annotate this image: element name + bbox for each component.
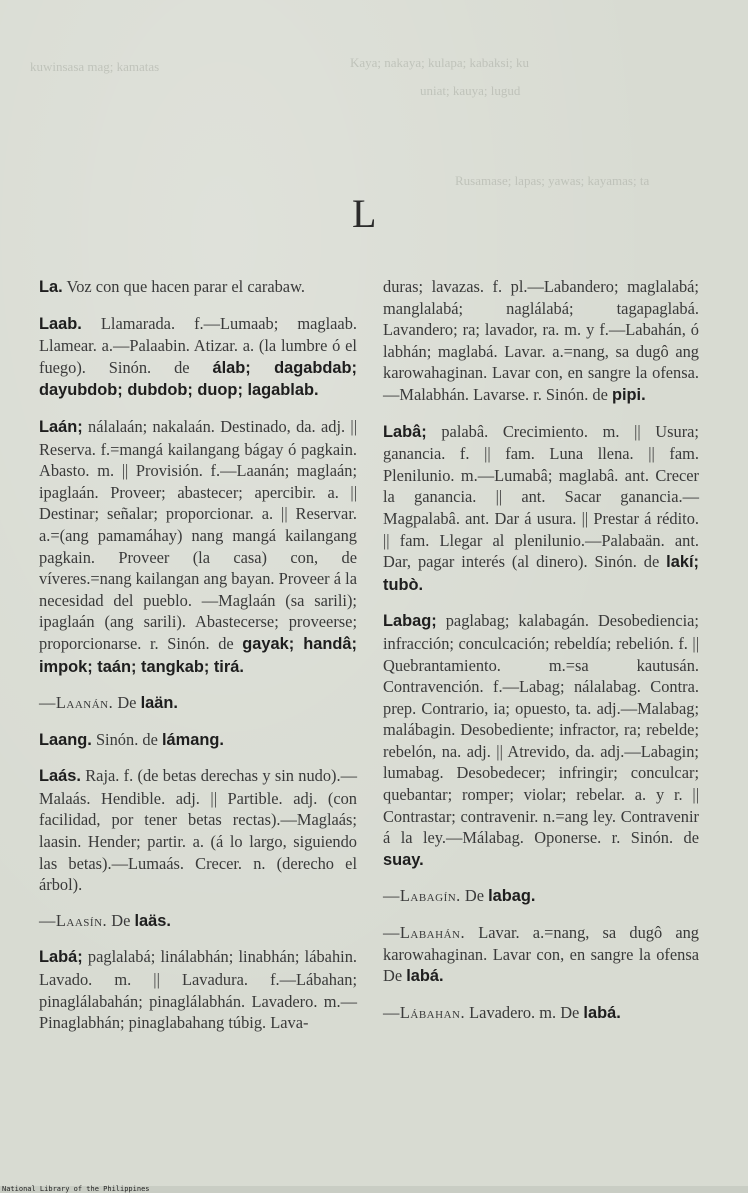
entry	[39, 729, 357, 752]
entry	[39, 276, 357, 299]
entry-headword: Labâ;	[383, 422, 427, 441]
left-column	[39, 276, 357, 1048]
entry-text: duras; lavazas. f. pl.—Labandero; maglalabá; manglalabá; naglálabá; tagapaglabá. Lavandero; ra; lavador, ra. m. y f.—Labahán, ó labhán; maglabá. Lavar. a.=nang, sa dugô ang karowahaginan. Lavar con, en sangre la ofensa.—Malabhán. Lavarse. r. Sinón. de	[383, 277, 699, 404]
bleed-line: Kaya; nakaya; kulapa; kabaksi; ku	[350, 55, 530, 70]
section-letter: L	[352, 191, 377, 236]
entry-headword: —Laanán.	[39, 693, 114, 713]
entry-text: Voz con que hacen parar el carabaw.	[66, 277, 305, 296]
entry-synonyms: pipi.	[611, 385, 646, 404]
entry-headword: Laás.	[39, 767, 81, 786]
entry-synonyms: lakí; tubò.	[383, 553, 699, 594]
entry-headword: Labag;	[383, 612, 437, 631]
entry	[39, 692, 357, 715]
entry-headword: —Labagín.	[383, 886, 461, 906]
entry-synonyms: labá.	[406, 967, 444, 986]
entry-headword: —Labahán.	[383, 923, 466, 943]
entry-headword: Labá;	[39, 948, 83, 967]
entry-text: Lavadero. m. De	[469, 1002, 580, 1022]
entry	[383, 610, 699, 871]
entry-synonyms: laän.	[140, 694, 178, 713]
library-footer: National Library of the Philippines	[2, 1185, 150, 1193]
entry	[39, 313, 357, 402]
entry	[383, 1002, 699, 1025]
entry-synonyms: suay.	[383, 850, 424, 869]
entry-synonyms: labá.	[583, 1003, 621, 1022]
entry-text: Sinón. de	[95, 729, 158, 749]
entry-text: De	[464, 886, 485, 906]
entry-synonyms: álab; dagabdab; dayubdob; dubdob; duop; lagablab.	[39, 358, 357, 400]
entry-text: Llamarada. f.—Lumaab; maglaab. Llamear. a.—Palaabin. Atizar. a. (la lumbre ó el fuego). Sinón. de	[39, 313, 357, 377]
bleed-line: Rusamase; lapas; yawas; kayamas; ta	[455, 173, 650, 188]
entry-synonyms: labag.	[488, 887, 536, 906]
entry-headword: —Lábahan.	[383, 1002, 466, 1022]
entry-text: palabâ. Crecimiento. m. || Usura; ganancia. f. || fam. Luna llena. || fam. Plenilunio. m.—Lumabâ; maglabâ. ant. Crecer la ganancia. || ant. Sacar ganancia.—Magpalabâ. ant. Dar á usura. || Prestar á rédito. || fam. Llegar al plenilunio.—Palabaän. ant. Dar, pagar interés (al dinero). Sinón. de	[383, 421, 699, 572]
entry	[39, 765, 357, 896]
entry-headword: —Laasín.	[39, 910, 108, 930]
entry	[383, 276, 699, 407]
entry-synonyms: laäs.	[134, 911, 171, 930]
right-column	[383, 276, 699, 1038]
bleed-line: uniat; kauya; lugud	[420, 83, 521, 98]
entry-headword: Laán;	[39, 417, 83, 436]
entry-text: paglalabá; linálabhán; linabhán; lábahin. Lavado. m. || Lavadura. f.—Lábahan; pinaglálabahán; pinaglálabhán. Lavadero. m.—Pinaglabhán; pinaglabahang túbig. Lava-	[39, 947, 357, 1033]
entry-text: Lavar. a.=nang, sa dugô ang karowahaginan. Lavar con, en sangre la ofensa De	[383, 923, 699, 986]
entry-synonyms: lámang.	[161, 730, 224, 749]
entry-headword: La.	[39, 278, 63, 296]
entry-headword: Laab.	[39, 314, 82, 333]
entry	[39, 416, 357, 678]
entry	[39, 946, 357, 1033]
entry	[383, 922, 699, 988]
entry-text: De	[117, 693, 137, 713]
bleed-line: kuwinsasa mag; kamatas	[30, 59, 160, 74]
entry-text: paglabag; kalabagán. Desobediencia; infracción; conculcación; rebeldía; rebelión. f. || Quebrantamiento. m.=sa kautusán. Contravención. f.—Labag; nálalabag. Contra. prep. Contrario, ia; opuesto, ta. adj.—Malabag; malábagin. Desobediente; infractor, ra; rebelde; rebelón, na. adj. || Atrevido, da. adj.—Labagin; lumabag. Desobedecer; infringir; conculcar; quebantar; romper; violar; rebelar. a. y r. || Contrastar; contravenir. n.=ang ley. Contravenir á la ley.—Málabag. Oponerse. r. Sinón. de	[383, 611, 699, 848]
entry	[383, 421, 699, 597]
entry-headword: Laang.	[39, 730, 92, 749]
entry-text: De	[111, 910, 131, 930]
entry	[39, 910, 357, 933]
entry-synonyms: gayak; handâ; impok; taán; tangkab; tirá.	[39, 634, 357, 676]
entry-text: Raja. f. (de betas derechas y sin nudo).—Malaás. Hendible. adj. || Partible. adj. (con facilidad, por tener betas rectas).—Maglaás; laasin. Hender; partir. a. (á lo largo, siguiendo las betas).—Lumaás. Crecer. n. (derecho el árbol).	[39, 766, 357, 895]
entry-text: nálalaán; nakalaán. Destinado, da. adj. || Reserva. f.=mangá kailangang bágay ó pagkain. Abasto. m. || Provisión. f.—Laanán; maglaán; ipaglaán. Proveer; abastecer; apercibir. a. || Destinar; señalar; proporcionar. a. || Reservar. a.=(ang pamamáhay) nang mangá kailangang pagkain. Proveer (la casa) con, de víveres.=nang kailangan ang bayan. Proveer á la necesidad del pueblo. —Maglaán (sa sarili); ipaglaán (ang sarili). Abastecerse; proveerse; proporcionarse. r. Sinón. de	[39, 416, 357, 653]
entry	[383, 885, 699, 908]
